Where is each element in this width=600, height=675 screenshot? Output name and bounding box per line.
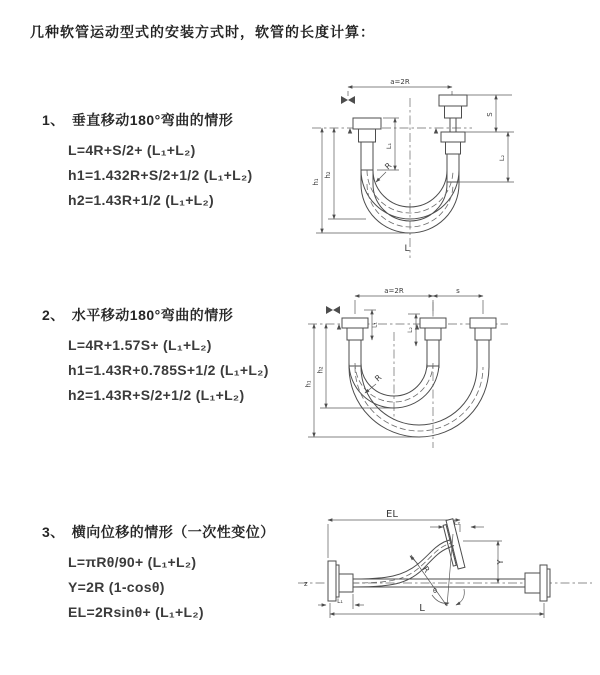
l2-label: L₂ bbox=[498, 154, 506, 162]
section-heading bbox=[42, 305, 317, 325]
section-number: 2、 bbox=[42, 307, 65, 323]
dim-span-a2r bbox=[355, 287, 433, 296]
length-label: L bbox=[419, 603, 425, 614]
l1-label: L₁ bbox=[385, 142, 393, 150]
valve-icon bbox=[326, 306, 340, 314]
formula-h2: h2=1.43R+S/2+1/2 (L₁+L₂) bbox=[68, 387, 245, 403]
section-vertical-180 bbox=[42, 110, 317, 213]
radius-label: R bbox=[383, 160, 394, 172]
section-heading-text: 横向位移的情形（一次性变位） bbox=[71, 524, 275, 540]
radius-callout bbox=[376, 161, 394, 182]
section-horizontal-180 bbox=[42, 305, 317, 408]
formula-h2: h2=1.43R+1/2 (L₁+L₂) bbox=[68, 192, 215, 208]
formula-list bbox=[68, 138, 317, 213]
datum-label: z bbox=[304, 580, 308, 588]
dim-l1 bbox=[318, 594, 364, 609]
theta-label: θ bbox=[433, 587, 437, 595]
dim-span-a2r bbox=[348, 78, 452, 96]
hose-u-bend bbox=[349, 363, 489, 437]
formula-h1: h1=1.432R+S/2+1/2 (L₁+L₂) bbox=[68, 167, 253, 183]
dim-offset-y bbox=[463, 541, 505, 583]
section-number: 1、 bbox=[42, 112, 65, 128]
l1-label: L₁ bbox=[337, 598, 343, 605]
formula-list bbox=[68, 550, 317, 625]
span-label: a=2R bbox=[384, 287, 404, 295]
l2-label: L₂ bbox=[407, 327, 414, 333]
middle-pipe-assembly bbox=[415, 318, 446, 366]
section-heading bbox=[42, 522, 317, 542]
left-flange-assembly bbox=[328, 561, 353, 601]
span-label: a=2R bbox=[390, 78, 410, 86]
y-label: Y bbox=[496, 559, 505, 565]
section-heading bbox=[42, 110, 317, 130]
el-label: EL bbox=[386, 509, 398, 520]
formula-L: L=πRθ/90+ (L₁+L₂) bbox=[68, 554, 197, 570]
h1-label: h₁ bbox=[312, 178, 320, 186]
right-flange-assembly bbox=[525, 565, 550, 601]
length-label: L bbox=[404, 244, 410, 254]
diagram-horizontal-180 bbox=[300, 280, 600, 465]
s-label: s bbox=[456, 287, 460, 295]
radius-label: R bbox=[420, 564, 432, 575]
page-title: 几种软管运动型式的安装方式时，软管的长度计算： bbox=[30, 24, 375, 40]
formula-L: L=4R+1.57S+ (L₁+L₂) bbox=[68, 337, 212, 353]
left-pipe-assembly bbox=[337, 318, 368, 366]
section-heading-text: 垂直移动180°弯曲的情形 bbox=[71, 112, 234, 128]
hose-s-curve bbox=[353, 540, 454, 588]
section-heading-text: 水平移动180°弯曲的情形 bbox=[71, 307, 234, 323]
section-lateral-displacement bbox=[42, 522, 317, 625]
diagram-lateral-displacement bbox=[292, 498, 600, 650]
dim-travel-s bbox=[459, 95, 514, 182]
section-number: 3、 bbox=[42, 524, 65, 540]
l2-label: L₂ bbox=[453, 518, 461, 527]
moved-pipe-assembly bbox=[470, 318, 496, 367]
formula-EL: EL=2Rsinθ+ (L₁+L₂) bbox=[68, 604, 204, 620]
dim-el bbox=[328, 509, 460, 558]
s-label: S bbox=[486, 112, 494, 117]
h2-label: h₂ bbox=[316, 366, 325, 374]
h1-label: h₁ bbox=[304, 380, 313, 388]
h2-label: h₂ bbox=[324, 171, 332, 179]
diagram-vertical-180 bbox=[300, 70, 595, 265]
l1-label: L₁ bbox=[371, 322, 379, 328]
radius-label: R bbox=[373, 372, 384, 384]
left-pipe-assembly bbox=[348, 118, 381, 170]
dim-l2 bbox=[407, 314, 420, 346]
formula-Y: Y=2R (1-cosθ) bbox=[68, 579, 165, 595]
dim-l2 bbox=[498, 132, 508, 182]
formula-list bbox=[68, 333, 317, 408]
moved-flange-assembly bbox=[442, 519, 465, 570]
formula-L: L=4R+S/2+ (L₁+L₂) bbox=[68, 142, 196, 158]
dim-travel-s bbox=[433, 287, 483, 296]
valve-icon bbox=[341, 96, 355, 104]
formula-h1: h1=1.43R+0.785S+1/2 (L₁+L₂) bbox=[68, 362, 269, 378]
right-pipe-assembly bbox=[434, 95, 467, 182]
